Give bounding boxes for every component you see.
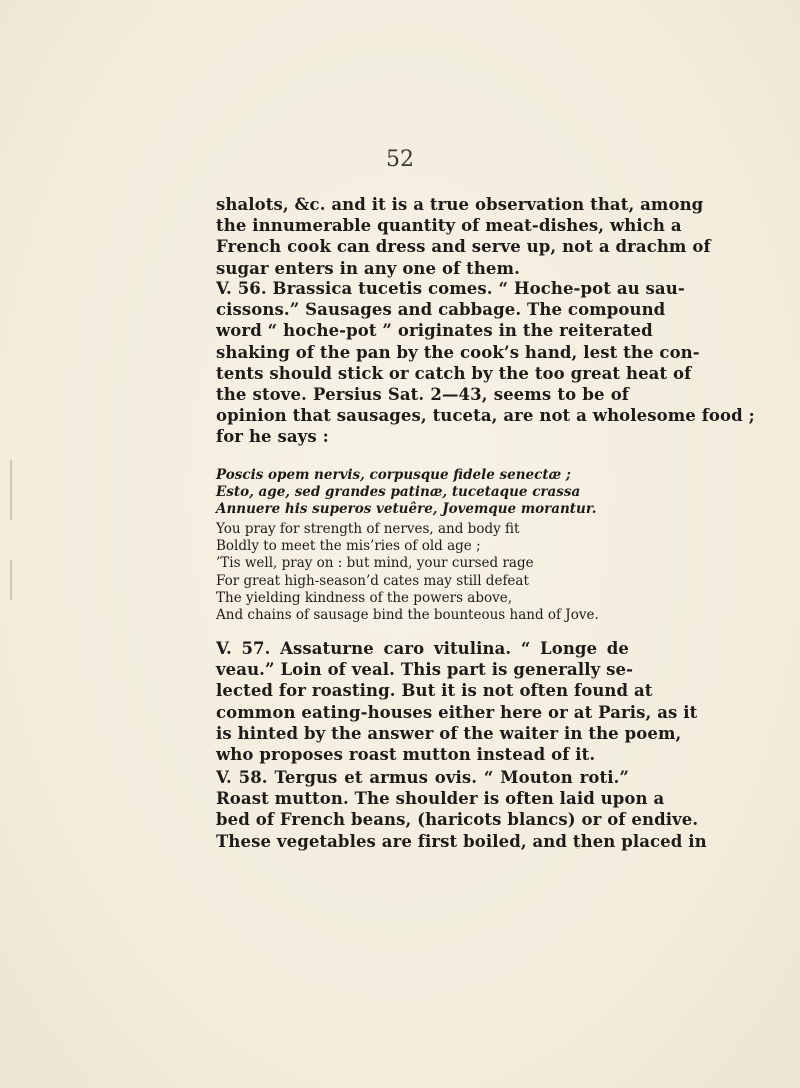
text-line: the innumerable quantity of meat-dishes, which a (216, 216, 682, 236)
verse-line: Boldly to meet the mis’ries of old age ; (216, 538, 481, 555)
text-line: French cook can dress and serve up, not a drachm of (216, 237, 711, 257)
latin-line: Poscis opem nervis, corpusque fidele senectæ ; (216, 467, 571, 483)
text-line: These vegetables are first boiled, and then placed in (216, 831, 707, 851)
print-speck (575, 847, 580, 849)
text-line: shaking of the pan by the cook’s hand, lest the con- (216, 342, 700, 362)
text-line: V. 56. Brassica tucetis comes. “ Hoche-pot au sau- (216, 279, 685, 298)
text-line: Roast mutton. The shoulder is often laid upon a (216, 789, 665, 809)
latin-line: Annuere his superos vetuêre, Jovemque morantur. (216, 501, 597, 517)
verse-line: The yielding kindness of the powers above, (216, 589, 513, 606)
text-line: is hinted by the answer of the waiter in the poem, (216, 723, 682, 743)
text-line: who proposes roast mutton instead of it. (216, 745, 596, 765)
text-line: lected for roasting. But it is not often found at (216, 681, 653, 701)
text-line: V. 57. Assaturne caro vitulina. “ Longe de (216, 639, 629, 658)
gutter-mark (10, 560, 12, 600)
verse-line: For great high-season’d cates may still defeat (216, 572, 529, 589)
verse-translation (216, 521, 629, 624)
text-line: shalots, &c. and it is a true observation that, among (216, 195, 704, 214)
paragraph-1 (216, 194, 711, 279)
text-line: veau.” Loin of veal. This part is generally se- (216, 660, 634, 680)
paragraph-verse-56 (216, 278, 755, 448)
verse-line: You pray for strength of nerves, and body fit (216, 521, 520, 537)
text-line: opinion that sausages, tuceta, are not a wholesome food ; (216, 406, 755, 426)
text-line: V. 58. Tergus et armus ovis. “ Mouton roti.” (216, 768, 629, 787)
latin-quotation (216, 467, 629, 518)
paragraph-verse-58 (216, 767, 707, 852)
text-line: cissons.” Sausages and cabbage. The compound (216, 300, 666, 320)
page-number: 52 (386, 147, 414, 172)
verse-line: ’Tis well, pray on : but mind, your cursed rage (216, 555, 534, 572)
gutter-mark (10, 460, 12, 520)
text-line: sugar enters in any one of them. (216, 258, 520, 278)
text-line: common eating-houses either here or at Paris, as it (216, 702, 698, 722)
text-line: word “ hoche-pot ” originates in the reiterated (216, 321, 653, 341)
text-line: tents should stick or catch by the too great heat of (216, 363, 692, 383)
verse-line: And chains of sausage bind the bounteous hand of Jove. (216, 607, 599, 624)
latin-line: Esto, age, sed grandes patinæ, tucetaque crassa (216, 484, 581, 500)
text-line: bed of French beans, (haricots blancs) or of endive. (216, 810, 699, 830)
text-line: for he says : (216, 427, 329, 447)
text-line: the stove. Persius Sat. 2—43, seems to be of (216, 385, 629, 405)
paragraph-verse-57 (216, 638, 698, 765)
